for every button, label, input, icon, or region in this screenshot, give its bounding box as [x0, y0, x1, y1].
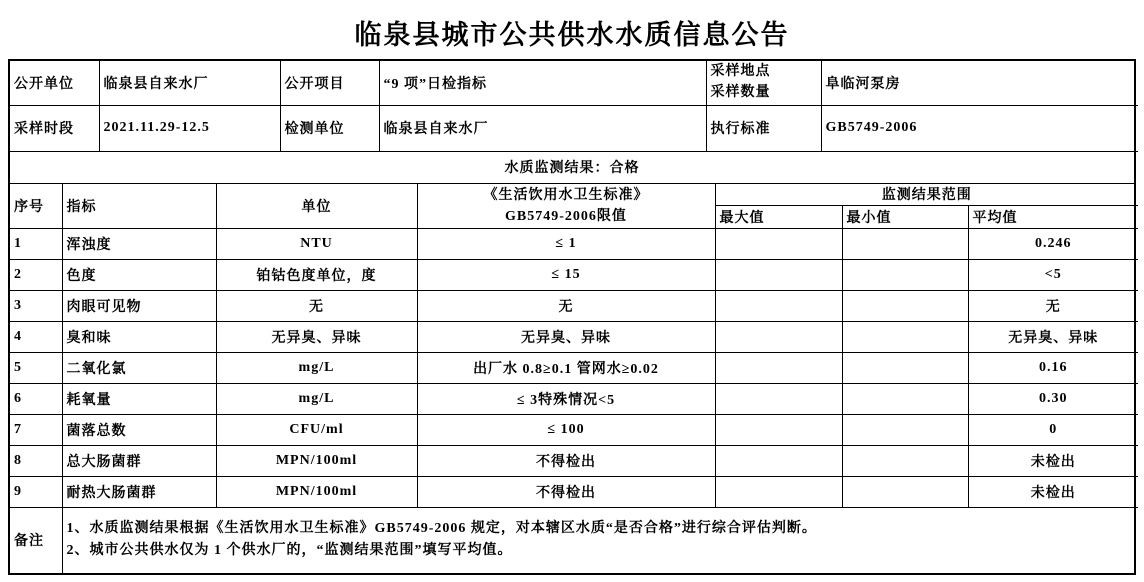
announcement-page — [0, 13, 1144, 575]
cell-indicator: 浑浊度 — [62, 229, 216, 260]
cell-limit: ≤ 15 — [417, 260, 715, 291]
cell-limit: 不得检出 — [417, 477, 715, 508]
period-label: 采样时段 — [10, 105, 99, 151]
cell-unit: NTU — [216, 229, 417, 260]
cell-unit: 无异臭、异味 — [216, 322, 417, 353]
result-banner: 水质监测结果：合格 — [10, 151, 1134, 184]
cell-unit: CFU/ml — [216, 415, 417, 446]
cell-no: 2 — [10, 260, 62, 291]
public-unit-value: 临泉县自来水厂 — [99, 61, 280, 105]
cell-limit: 无 — [417, 291, 715, 322]
cell-no: 4 — [10, 322, 62, 353]
sample-site-label-line1: 采样地点 — [710, 64, 771, 80]
cell-no: 9 — [10, 477, 62, 508]
cell-limit: 出厂水 0.8≥0.1 管网水≥0.02 — [417, 353, 715, 384]
header-limit-line1: 《生活饮用水卫生标准》 — [483, 187, 649, 203]
cell-indicator: 臭和味 — [62, 322, 216, 353]
cell-min — [842, 291, 968, 322]
cell-avg: 未检出 — [968, 446, 1138, 477]
cell-unit: MPN/100ml — [216, 446, 417, 477]
cell-min — [842, 229, 968, 260]
header-no: 序号 — [10, 183, 62, 229]
public-unit-label: 公开单位 — [10, 61, 99, 105]
period-value: 2021.11.29-12.5 — [99, 105, 280, 151]
cell-avg: <5 — [968, 260, 1138, 291]
table-wrapper — [8, 59, 1136, 575]
cell-limit: 无异臭、异味 — [417, 322, 715, 353]
results-table — [10, 183, 1138, 508]
cell-no: 7 — [10, 415, 62, 446]
test-unit-value: 临泉县自来水厂 — [379, 105, 706, 151]
cell-unit: 铂钴色度单位，度 — [216, 260, 417, 291]
cell-max — [715, 353, 842, 384]
header-unit: 单位 — [216, 183, 417, 229]
cell-avg: 无 — [968, 291, 1138, 322]
cell-avg: 无异臭、异味 — [968, 322, 1138, 353]
cell-min — [842, 415, 968, 446]
cell-max — [715, 477, 842, 508]
cell-indicator: 肉眼可见物 — [62, 291, 216, 322]
header-indicator: 指标 — [62, 183, 216, 229]
cell-indicator: 二氧化氯 — [62, 353, 216, 384]
info-row-1 — [10, 61, 1138, 105]
header-range: 监测结果范围 — [715, 183, 1138, 206]
cell-min — [842, 477, 968, 508]
results-table-body — [10, 229, 1138, 508]
sample-qty-label-line2: 采样数量 — [710, 84, 771, 100]
cell-avg: 0.30 — [968, 384, 1138, 415]
cell-max — [715, 415, 842, 446]
cell-max — [715, 446, 842, 477]
cell-indicator: 总大肠菌群 — [62, 446, 216, 477]
cell-avg: 未检出 — [968, 477, 1138, 508]
cell-avg: 0.246 — [968, 229, 1138, 260]
notes-table — [10, 507, 1138, 573]
result-banner-table — [10, 151, 1134, 185]
test-unit-label: 检测单位 — [280, 105, 379, 151]
cell-avg: 0.16 — [968, 353, 1138, 384]
cell-limit: ≤ 100 — [417, 415, 715, 446]
cell-no: 1 — [10, 229, 62, 260]
sample-site-value: 阜临河泵房 — [821, 61, 1138, 105]
cell-limit: ≤ 3特殊情况<5 — [417, 384, 715, 415]
header-max: 最大值 — [715, 206, 842, 229]
public-item-label: 公开项目 — [280, 61, 379, 105]
cell-no: 5 — [10, 353, 62, 384]
cell-no: 3 — [10, 291, 62, 322]
result-banner-row — [10, 151, 1134, 184]
table-row — [10, 415, 1138, 446]
info-table — [10, 61, 1138, 152]
cell-max — [715, 260, 842, 291]
header-avg: 平均值 — [968, 206, 1138, 229]
table-row — [10, 322, 1138, 353]
table-row — [10, 353, 1138, 384]
cell-indicator: 耗氧量 — [62, 384, 216, 415]
cell-min — [842, 322, 968, 353]
cell-limit: 不得检出 — [417, 446, 715, 477]
cell-max — [715, 291, 842, 322]
cell-min — [842, 446, 968, 477]
cell-indicator: 色度 — [62, 260, 216, 291]
cell-unit: mg/L — [216, 353, 417, 384]
cell-unit: MPN/100ml — [216, 477, 417, 508]
cell-min — [842, 353, 968, 384]
table-row — [10, 446, 1138, 477]
header-limit — [417, 183, 715, 229]
cell-max — [715, 322, 842, 353]
table-row — [10, 384, 1138, 415]
cell-avg: 0 — [968, 415, 1138, 446]
table-row — [10, 229, 1138, 260]
info-row-2 — [10, 105, 1138, 151]
note-line: 2、城市公共供水仅为 1 个供水厂的，“监测结果范围”填写平均值。 — [66, 543, 513, 558]
cell-indicator: 菌落总数 — [62, 415, 216, 446]
page-title: 临泉县城市公共供水水质信息公告 — [354, 20, 790, 51]
cell-min — [842, 384, 968, 415]
standard-label: 执行标准 — [706, 105, 821, 151]
notes-row — [10, 507, 1138, 573]
cell-indicator: 耐热大肠菌群 — [62, 477, 216, 508]
standard-value: GB5749-2006 — [821, 105, 1138, 151]
cell-min — [842, 260, 968, 291]
table-row — [10, 477, 1138, 508]
results-header-row-1 — [10, 183, 1138, 206]
cell-limit: ≤ 1 — [417, 229, 715, 260]
table-row — [10, 291, 1138, 322]
cell-no: 8 — [10, 446, 62, 477]
cell-unit: mg/L — [216, 384, 417, 415]
notes-body — [62, 507, 1138, 573]
cell-max — [715, 384, 842, 415]
note-line: 1、水质监测结果根据《生活饮用水卫生标准》GB5749-2006 规定，对本辖区水质“是否合格”进行综合评估判断。 — [66, 521, 817, 537]
cell-max — [715, 229, 842, 260]
table-row — [10, 260, 1138, 291]
cell-no: 6 — [10, 384, 62, 415]
public-item-value: “9 项”日检指标 — [379, 61, 706, 105]
sample-site-label — [706, 61, 821, 105]
header-min: 最小值 — [842, 206, 968, 229]
notes-label: 备注 — [10, 507, 62, 573]
header-limit-line2: GB5749-2006限值 — [505, 208, 627, 224]
cell-unit: 无 — [216, 291, 417, 322]
